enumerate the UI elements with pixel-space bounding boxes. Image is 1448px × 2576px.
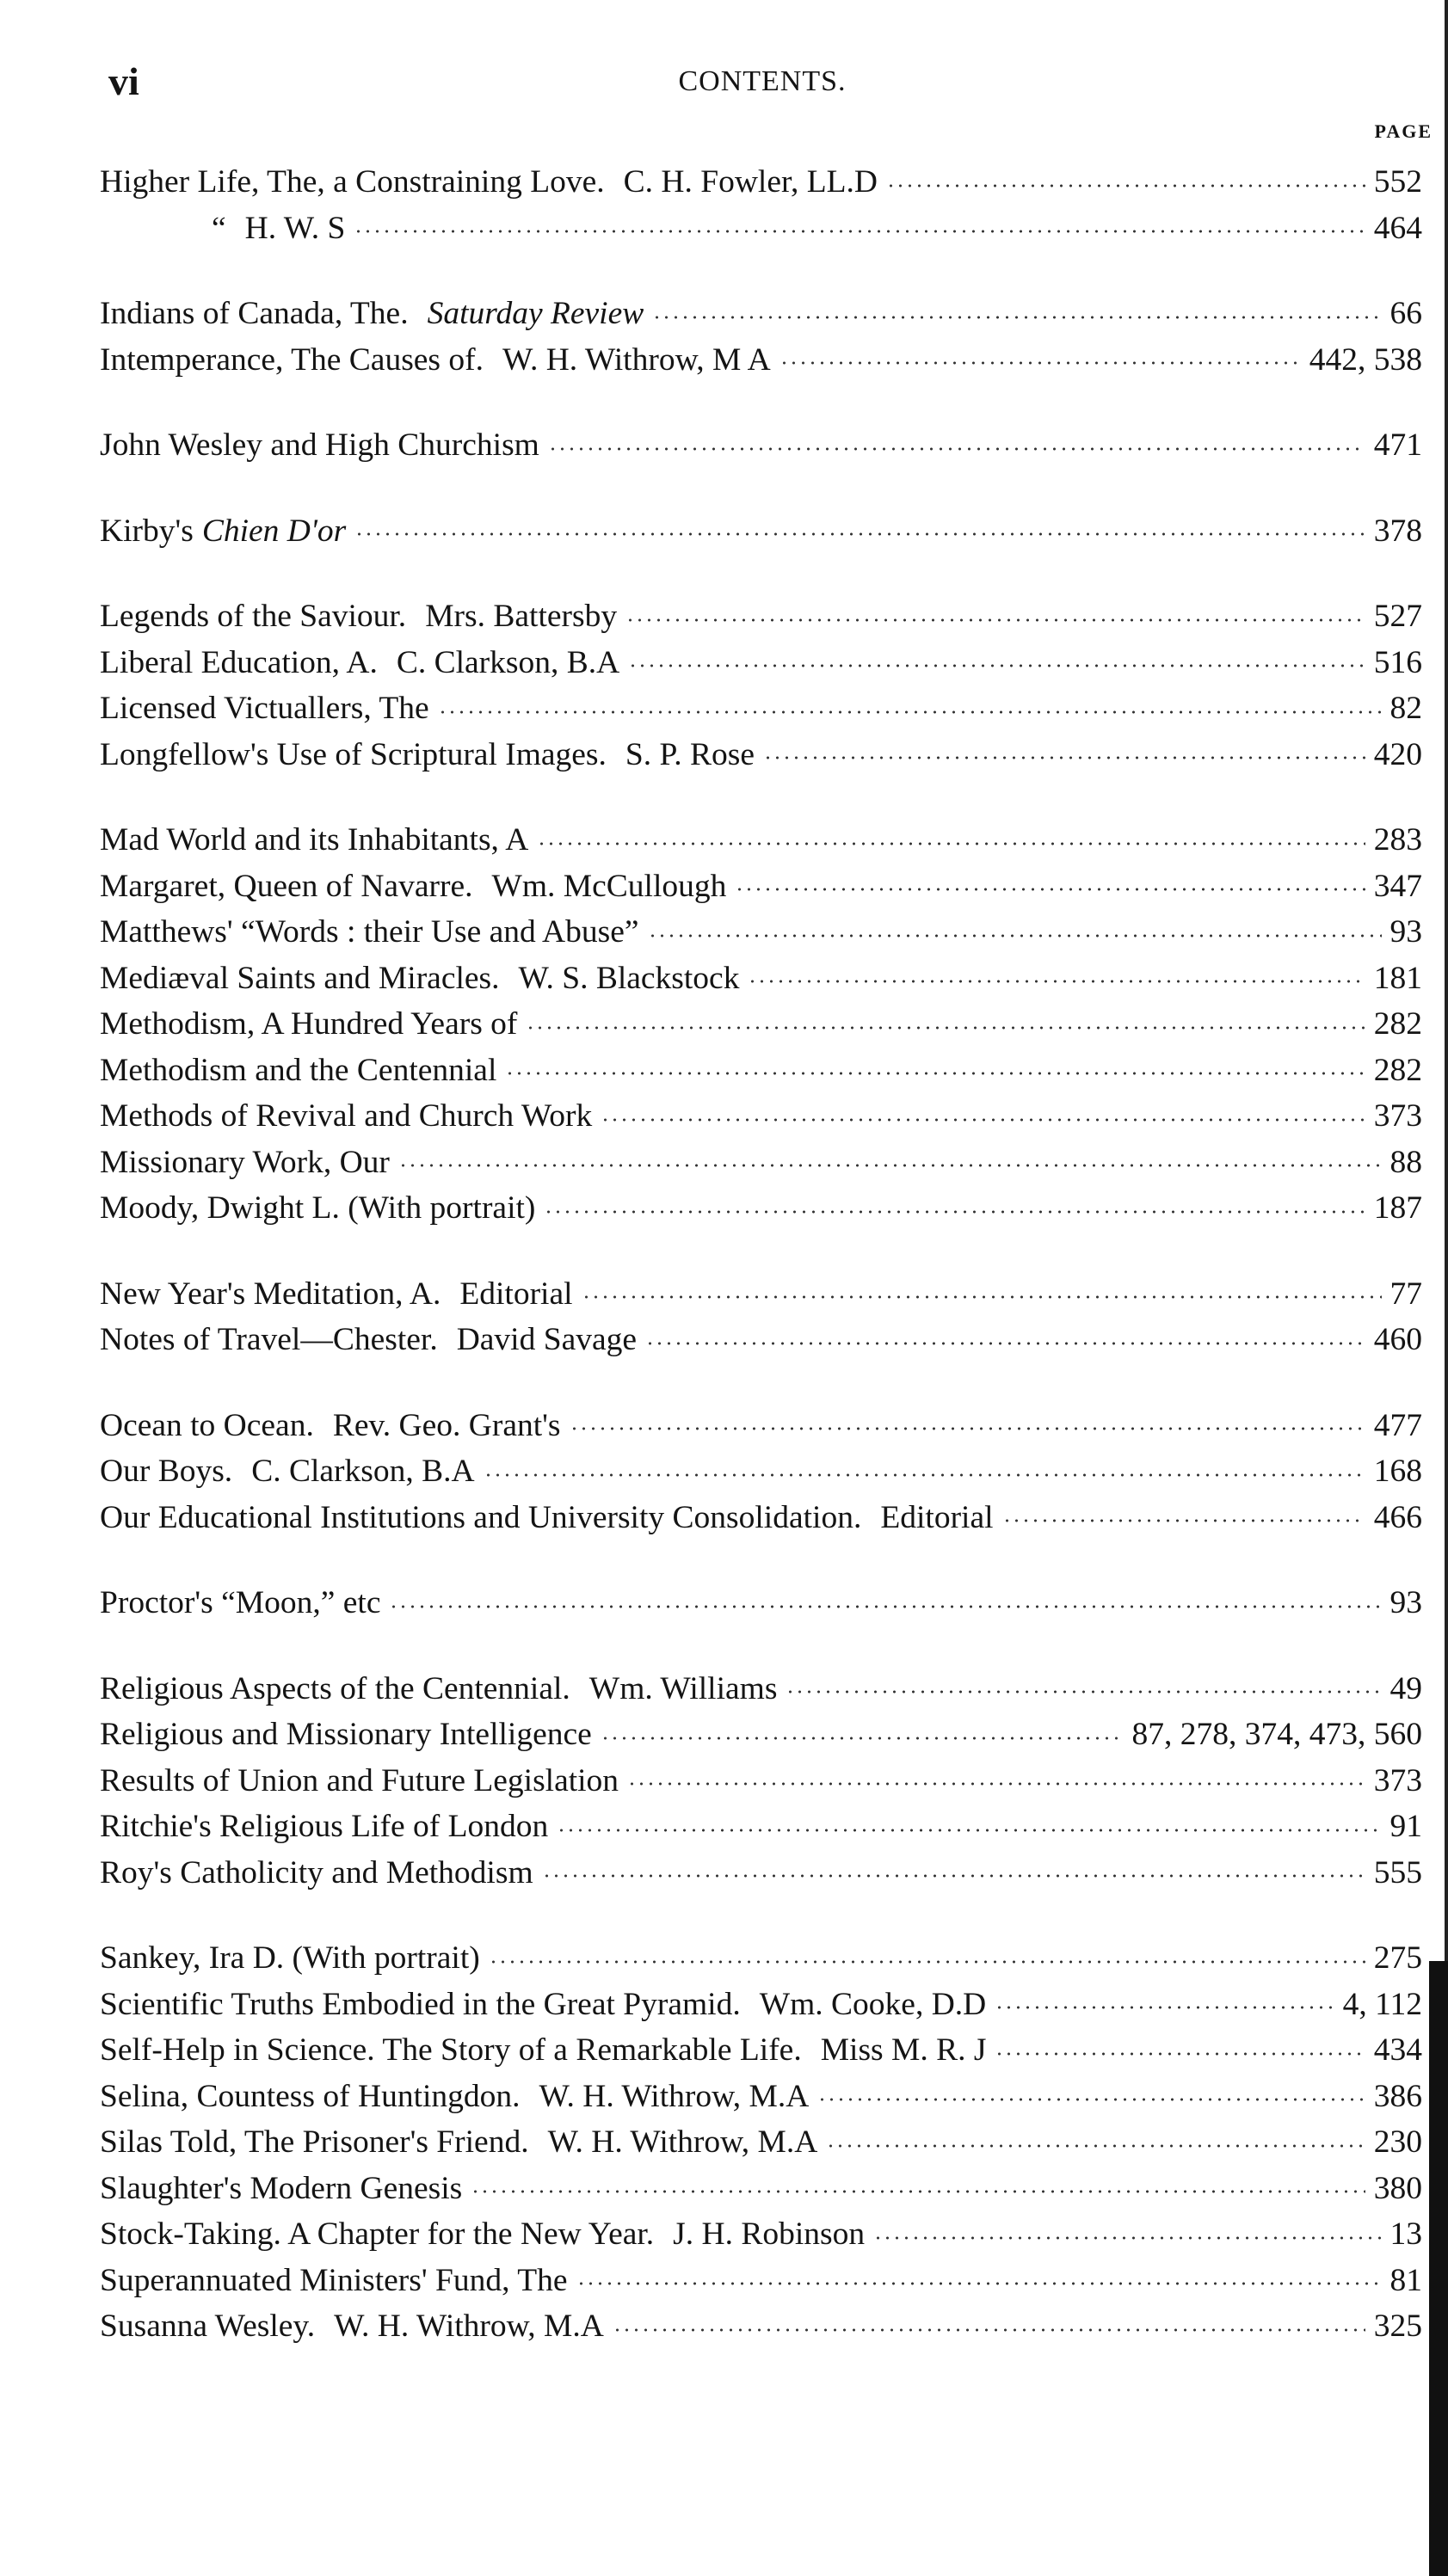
entry-page-numbers: 93 <box>1389 914 1422 950</box>
toc-entry <box>100 291 1422 337</box>
leader-dots <box>389 1602 1381 1611</box>
entry-title: Our Educational Institutions and University Consolidation. <box>100 1499 862 1535</box>
entry-page-numbers: 373 <box>1373 1762 1422 1798</box>
entry-page-numbers: 347 <box>1373 868 1422 904</box>
leader-dots <box>873 2233 1381 2242</box>
entry-author: Saturday Review <box>427 296 644 331</box>
leader-dots <box>398 1160 1382 1170</box>
leader-dots <box>652 312 1381 322</box>
entry-page-numbers: 275 <box>1373 1940 1422 1976</box>
entry-page-numbers: 66 <box>1389 296 1422 331</box>
entry-page-numbers: 460 <box>1373 1322 1422 1357</box>
entry-title: Liberal Education, A. <box>100 644 378 680</box>
entry-title: Sankey, Ira D. (With portrait) <box>100 1940 480 1976</box>
toc-entry <box>100 1850 1422 1897</box>
toc-entry <box>100 1271 1422 1318</box>
entry-title: Ocean to Ocean. <box>100 1407 314 1443</box>
toc-entry <box>100 1712 1422 1758</box>
leader-dots <box>526 1023 1365 1032</box>
entry-page-numbers: 93 <box>1389 1585 1422 1620</box>
toc-group <box>100 1666 1422 1897</box>
entry-title: Mediæval Saints and Miracles. <box>100 960 500 996</box>
entry-title: Religious Aspects of the Centennial. <box>100 1670 570 1706</box>
entry-title: Scientific Truths Embodied in the Great Pyramid. <box>100 1986 741 2022</box>
entry-page-numbers: 555 <box>1373 1854 1422 1891</box>
toc-entry <box>100 1001 1422 1048</box>
entry-title: Slaughter's Modern Genesis <box>100 2170 463 2206</box>
entry-title: Longfellow's Use of Scriptural Images. <box>100 736 607 772</box>
entry-title: Superannuated Ministers' Fund, The <box>100 2262 568 2298</box>
entry-author: S. P. Rose <box>625 736 755 772</box>
leader-dots <box>354 529 1365 538</box>
toc-entry <box>100 508 1422 555</box>
leader-dots <box>1002 1515 1365 1525</box>
entry-page-numbers: 81 <box>1389 2262 1422 2298</box>
entry-title: Missionary Work, Our <box>100 1144 390 1180</box>
entry-title: Higher Life, The, a Constraining Love. <box>100 164 605 200</box>
entry-author: Editorial <box>880 1499 994 1535</box>
leader-dots <box>886 181 1365 190</box>
entry-page-numbers: 88 <box>1389 1144 1422 1180</box>
toc-entry <box>100 1982 1422 2028</box>
entry-title: “ <box>212 210 226 246</box>
entry-author: Wm. Cooke, D.D <box>759 1986 987 2022</box>
leader-dots <box>786 1687 1381 1696</box>
toc-entry <box>100 2258 1422 2304</box>
entry-page-numbers: 13 <box>1389 2216 1422 2252</box>
entry-author: W. H. Withrow, M A <box>502 341 771 378</box>
toc-entry <box>100 2027 1422 2074</box>
toc-entry <box>100 337 1422 384</box>
entry-title: Self-Help in Science. The Story of a Remarkable Life. <box>100 2032 802 2068</box>
leader-dots <box>627 1779 1365 1788</box>
entry-title: Legends of the Saviour. <box>100 599 407 634</box>
entry-page-numbers: 82 <box>1389 691 1422 726</box>
leader-dots <box>817 2094 1365 2104</box>
leader-dots <box>995 2049 1365 2058</box>
entry-page-numbers: 471 <box>1373 427 1422 463</box>
entry-title: Moody, Dwight L. (With portrait) <box>100 1190 536 1226</box>
toc-entry <box>100 422 1422 469</box>
entry-title: Methodism, A Hundred Years of <box>100 1006 518 1042</box>
toc-entry <box>100 1140 1422 1186</box>
entry-page-numbers: 527 <box>1373 599 1422 634</box>
entry-page-numbers: 168 <box>1373 1454 1422 1489</box>
toc-entry <box>100 1093 1422 1140</box>
toc-entry <box>100 1804 1422 1850</box>
entry-title: Ritchie's Religious Life of London <box>100 1809 549 1844</box>
entry-title: Stock-Taking. A Chapter for the New Year. <box>100 2216 655 2252</box>
entry-page-numbers: 282 <box>1373 1006 1422 1042</box>
leader-dots <box>601 1115 1365 1124</box>
leader-dots <box>557 1825 1381 1835</box>
entry-page-numbers: 283 <box>1373 822 1422 858</box>
leader-dots <box>570 1423 1365 1433</box>
entry-page-numbers: 466 <box>1373 1499 1422 1535</box>
toc-entry <box>100 1580 1422 1626</box>
table-of-contents <box>100 159 1422 2389</box>
toc-entry <box>100 640 1422 686</box>
toc-group <box>100 817 1422 1232</box>
entry-page-numbers: 282 <box>1373 1052 1422 1088</box>
entry-page-numbers: 552 <box>1373 164 1422 200</box>
toc-entry <box>100 2211 1422 2258</box>
entry-title: Notes of Travel—Chester. <box>100 1322 438 1357</box>
toc-group <box>100 291 1422 383</box>
leader-dots <box>613 2325 1365 2334</box>
entry-author: C. Clarkson, B.A <box>396 644 620 680</box>
entry-page-numbers: 77 <box>1389 1276 1422 1312</box>
entry-page-numbers: 434 <box>1373 2032 1422 2068</box>
toc-group <box>100 1403 1422 1541</box>
entry-page-numbers: 187 <box>1373 1190 1422 1226</box>
toc-entry <box>100 1495 1422 1541</box>
entry-title: Religious and Missionary Intelligence <box>100 1717 592 1752</box>
entry-page-numbers: 477 <box>1373 1407 1422 1443</box>
page-number: vi <box>108 59 139 103</box>
leader-dots <box>995 2002 1334 2012</box>
entry-title: Roy's Catholicity and Methodism <box>100 1854 533 1891</box>
toc-group <box>100 1271 1422 1363</box>
entry-title: John Wesley and High Churchism <box>100 427 539 463</box>
toc-group <box>100 422 1422 469</box>
entry-page-numbers: 378 <box>1373 513 1422 549</box>
entry-page-numbers: 181 <box>1373 960 1422 996</box>
leader-dots <box>354 226 1365 236</box>
leader-dots <box>748 976 1365 986</box>
entry-page-numbers: 380 <box>1373 2170 1422 2206</box>
entry-author: C. H. Fowler, LL.D <box>623 164 878 200</box>
entry-page-numbers: 325 <box>1373 2309 1422 2344</box>
entry-author: J. H. Robinson <box>673 2216 866 2252</box>
leader-dots <box>582 1292 1382 1301</box>
leader-dots <box>826 2141 1365 2150</box>
leader-dots <box>489 1957 1365 1966</box>
leader-dots <box>648 931 1382 940</box>
toc-entry <box>100 206 1422 252</box>
entry-page-numbers: 386 <box>1373 2078 1422 2114</box>
toc-entry <box>100 2119 1422 2166</box>
running-title: CONTENTS. <box>678 65 847 97</box>
entry-title: Licensed Victuallers, The <box>100 691 429 726</box>
entry-page-numbers: 4, 112 <box>1342 1986 1422 2022</box>
toc-entry <box>100 1758 1422 1804</box>
toc-entry <box>100 593 1422 640</box>
page-column-label: PAGE <box>1374 120 1433 142</box>
entry-page-numbers: 87, 278, 374, 473, 560 <box>1131 1717 1422 1752</box>
page-header <box>108 58 1416 110</box>
entry-title: Susanna Wesley. <box>100 2309 316 2344</box>
leader-dots <box>548 444 1365 453</box>
entry-author: H. W. S <box>244 210 346 246</box>
leader-dots <box>628 661 1365 670</box>
entry-title: Intemperance, The Causes of. <box>100 341 484 378</box>
toc-entry <box>100 1666 1422 1712</box>
entry-title: Our Boys. <box>100 1454 233 1489</box>
entry-author: W. H. Withrow, M.A <box>539 2078 810 2114</box>
entry-title: Methods of Revival and Church Work <box>100 1098 593 1134</box>
leader-dots <box>735 884 1365 894</box>
toc-entry <box>100 956 1422 1002</box>
toc-entry <box>100 817 1422 864</box>
leader-dots <box>505 1068 1365 1078</box>
toc-entry <box>100 864 1422 910</box>
entry-author: W. S. Blackstock <box>518 960 740 996</box>
entry-page-numbers: 464 <box>1373 210 1422 246</box>
entry-author: C. Clarkson, B.A <box>251 1454 475 1489</box>
page-edge-binding <box>1429 1961 1448 2576</box>
toc-entry <box>100 1048 1422 1094</box>
leader-dots <box>763 753 1365 762</box>
entry-author: W. H. Withrow, M.A <box>334 2309 604 2344</box>
entry-title: New Year's Meditation, A. <box>100 1276 441 1312</box>
entry-author: Miss M. R. J <box>820 2032 987 2068</box>
entry-title: Methodism and the Centennial <box>100 1052 497 1088</box>
entry-title: Proctor's “Moon,” etc <box>100 1585 381 1620</box>
entry-author: Editorial <box>459 1276 573 1312</box>
leader-dots <box>645 1338 1365 1348</box>
leader-dots <box>438 707 1382 716</box>
toc-group <box>100 593 1422 778</box>
leader-dots <box>542 1871 1365 1880</box>
entry-author: Mrs. Battersby <box>425 599 618 634</box>
toc-entry <box>100 1185 1422 1232</box>
entry-page-numbers: 516 <box>1373 644 1422 680</box>
leader-dots <box>576 2278 1382 2288</box>
entry-title: Selina, Countess of Huntingdon. <box>100 2078 521 2114</box>
leader-dots <box>779 358 1301 367</box>
toc-group <box>100 159 1422 251</box>
entry-title: Indians of Canada, The. <box>100 296 409 331</box>
toc-entry <box>100 909 1422 956</box>
leader-dots <box>471 2186 1365 2196</box>
entry-page-numbers: 420 <box>1373 736 1422 772</box>
toc-entry <box>100 1317 1422 1363</box>
entry-author: Wm. McCullough <box>491 868 727 904</box>
entry-author: W. H. Withrow, M.A <box>547 2124 818 2160</box>
entry-title: Silas Told, The Prisoner's Friend. <box>100 2124 529 2160</box>
toc-entry <box>100 1935 1422 1982</box>
entry-author: David Savage <box>456 1322 638 1357</box>
entry-title: Mad World and its Inhabitants, A <box>100 822 529 858</box>
entry-title: Results of Union and Future Legislation <box>100 1762 619 1798</box>
toc-group <box>100 508 1422 555</box>
toc-entry <box>100 1448 1422 1495</box>
entry-page-numbers: 230 <box>1373 2124 1422 2160</box>
entry-author: Chien D'or <box>201 513 347 549</box>
leader-dots <box>601 1733 1124 1743</box>
toc-entry <box>100 159 1422 206</box>
toc-entry <box>100 2074 1422 2120</box>
toc-group <box>100 1935 1422 2350</box>
leader-dots <box>544 1207 1365 1216</box>
entry-page-numbers: 49 <box>1389 1670 1422 1706</box>
toc-entry <box>100 2166 1422 2212</box>
leader-dots <box>484 1470 1365 1479</box>
toc-group <box>100 1580 1422 1626</box>
toc-entry <box>100 2303 1422 2350</box>
entry-author: Wm. Williams <box>588 1670 778 1706</box>
entry-page-numbers: 373 <box>1373 1098 1422 1134</box>
leader-dots <box>537 839 1365 848</box>
toc-entry <box>100 685 1422 732</box>
entry-page-numbers: 91 <box>1389 1809 1422 1844</box>
toc-entry <box>100 1403 1422 1449</box>
page-edge-shadow <box>1445 0 1448 1961</box>
leader-dots <box>625 615 1365 624</box>
entry-title: Margaret, Queen of Navarre. <box>100 868 473 904</box>
entry-author: Rev. Geo. Grant's <box>332 1407 561 1443</box>
entry-page-numbers: 442, 538 <box>1309 341 1422 378</box>
entry-title: Kirby's <box>100 513 194 549</box>
entry-title: Matthews' “Words : their Use and Abuse” <box>100 914 639 950</box>
toc-entry <box>100 732 1422 778</box>
